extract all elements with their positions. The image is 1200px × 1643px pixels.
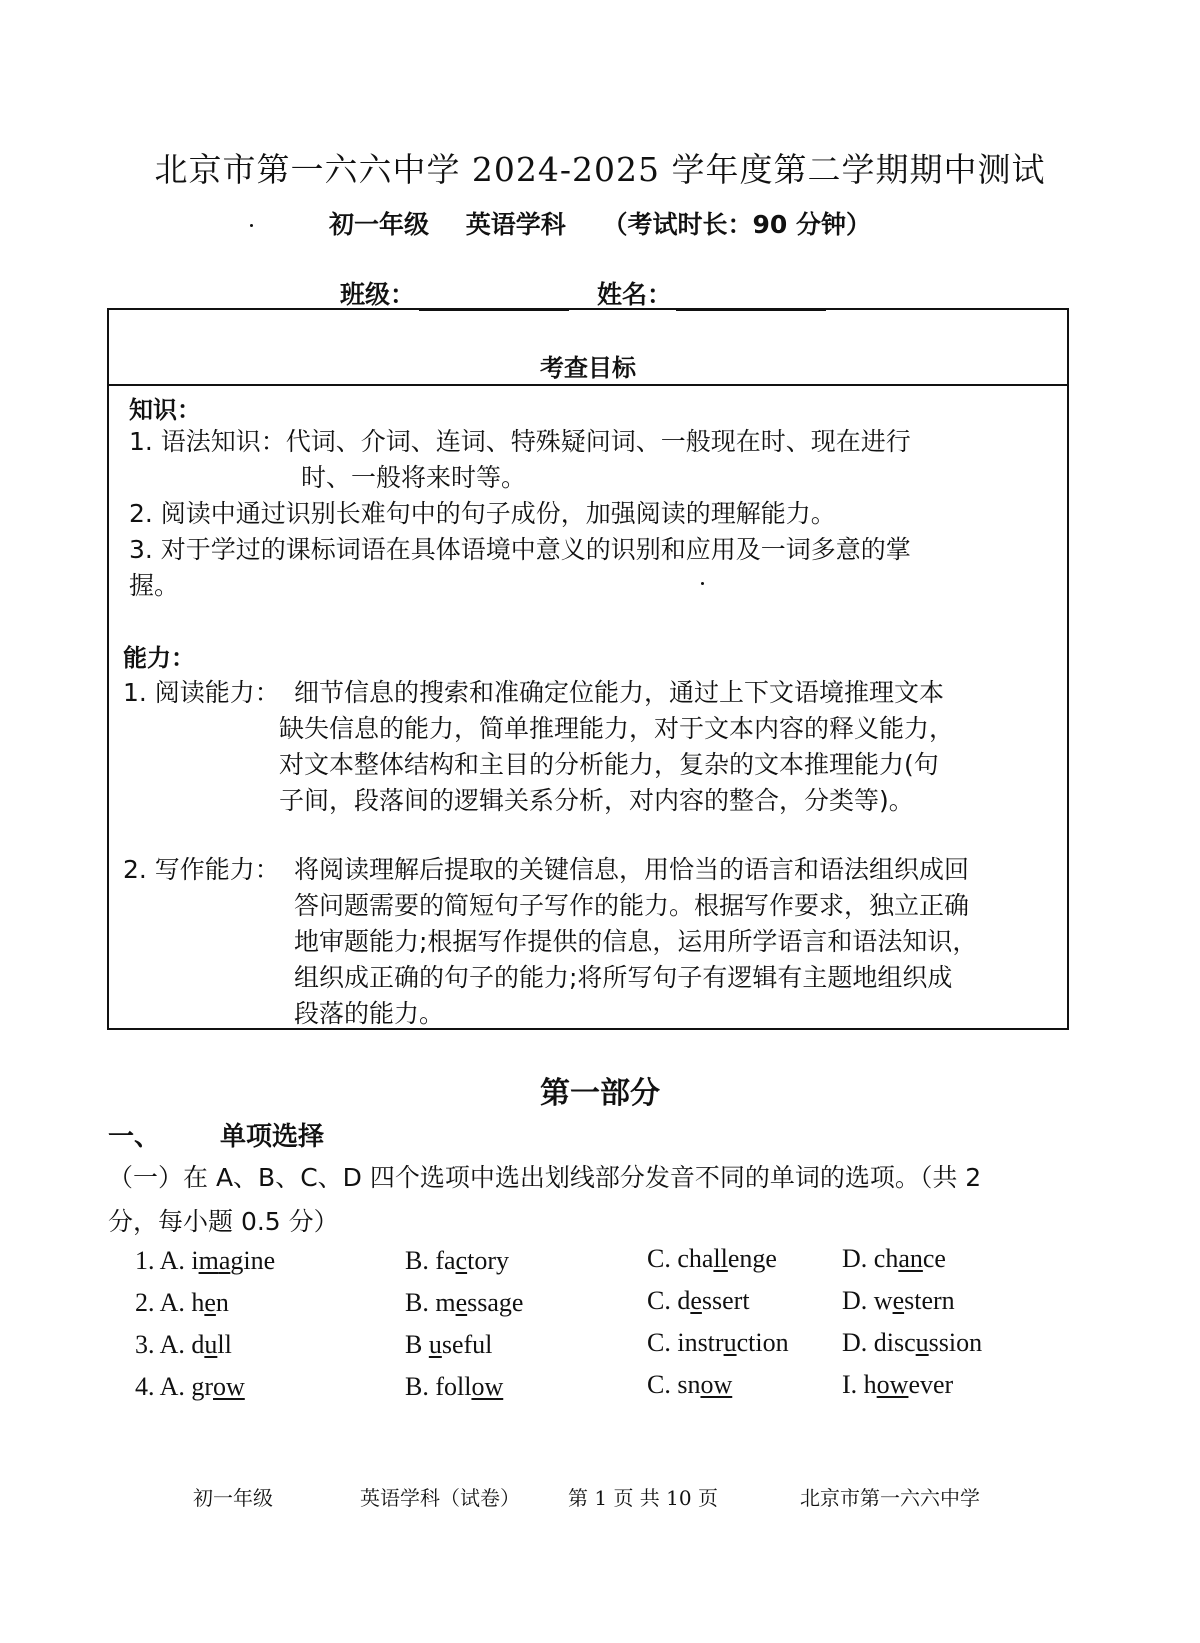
section-instruction: 分，每小题 0.5 分） [108, 1207, 339, 1236]
subject-label: 英语学科 [465, 210, 566, 239]
footer-page-number: 第 1 页 共 10 页 [568, 1486, 718, 1510]
q1-option-a: 1. A. imagine [135, 1246, 276, 1275]
q1-option-b: B. factory [405, 1246, 509, 1275]
section-title: 单项选择 [220, 1122, 325, 1152]
class-label: 班级： [340, 280, 416, 309]
knowledge-line: 2. 阅读中通过识别长难句中的句子成份，加强阅读的理解能力。 [129, 499, 836, 528]
knowledge-line: 时、一般将来时等。 [301, 463, 527, 492]
knowledge-line: 握。 [129, 571, 180, 600]
section-number: 一、 [108, 1122, 161, 1152]
duration-label: （考试时长：90 分钟） [602, 210, 871, 239]
stray-mark [250, 224, 253, 227]
section-instruction: （一）在 A、B、C、D 四个选项中选出划线部分发音不同的单词的选项。（共 2 [108, 1163, 982, 1192]
reading-ability-label: 1. 阅读能力： [123, 678, 280, 707]
q3-option-c: C. instruction [647, 1328, 789, 1357]
q1-option-c: C. challenge [647, 1244, 777, 1273]
writing-ability-line: 将阅读理解后提取的关键信息，用恰当的语言和语法组织成回 [294, 855, 970, 884]
reading-ability-line: 缺失信息的能力，简单推理能力，对于文本内容的释义能力， [279, 714, 955, 743]
part-title: 第一部分 [540, 1076, 660, 1111]
q3-option-b: B useful [405, 1330, 493, 1359]
objectives-header [109, 310, 1067, 386]
section-heading [108, 1116, 324, 1153]
q2-option-a: 2. A. hen [135, 1288, 229, 1317]
writing-ability-label: 2. 写作能力： [123, 855, 280, 884]
exam-title: 北京市第一六六中学 2024-2025 学年度第二学期期中测试 [154, 150, 1046, 189]
q4-option-c: C. snow [647, 1370, 733, 1399]
q3-option-a: 3. A. dull [135, 1330, 232, 1359]
writing-ability-line: 组织成正确的句子的能力;将所写句子有逻辑有主题地组织成 [294, 963, 953, 992]
writing-ability-line: 地审题能力;根据写作提供的信息，运用所学语言和语法知识， [294, 927, 978, 956]
reading-ability-line: 细节信息的搜索和准确定位能力，通过上下文语境推理文本 [294, 678, 945, 707]
q4-option-d: I. however [842, 1370, 954, 1399]
writing-ability-line: 答问题需要的简短句子写作的能力。根据写作要求，独立正确 [294, 891, 970, 920]
q2-option-c: C. dessert [647, 1286, 750, 1315]
name-label: 姓名： [597, 280, 673, 309]
q4-option-a: 4. A. grow [135, 1372, 245, 1401]
knowledge-label: 知识： [129, 396, 201, 424]
q3-option-d: D. discussion [842, 1328, 983, 1357]
q4-option-b: B. follow [405, 1372, 504, 1401]
stray-mark [701, 582, 704, 585]
objectives-title: 考查目标 [540, 354, 636, 382]
knowledge-line: 1. 语法知识：代词、介词、连词、特殊疑问词、一般现在时、现在进行 [129, 427, 911, 456]
exam-subtitle [0, 205, 1200, 241]
q2-option-d: D. western [842, 1286, 955, 1315]
footer-school: 北京市第一六六中学 [800, 1486, 980, 1510]
ability-label: 能力： [123, 644, 195, 672]
q2-option-b: B. message [405, 1288, 524, 1317]
knowledge-line: 3. 对于学过的课标词语在具体语境中意义的识别和应用及一词多意的掌 [129, 535, 911, 564]
footer-grade: 初一年级 [193, 1486, 273, 1510]
writing-ability-line: 段落的能力。 [294, 999, 445, 1028]
q1-option-d: D. chance [842, 1244, 946, 1273]
grade-label: 初一年级 [329, 210, 430, 239]
student-info-line [340, 275, 854, 311]
reading-ability-line: 对文本整体结构和主目的分析能力，复杂的文本推理能力(句 [279, 750, 939, 779]
reading-ability-line: 子间，段落间的逻辑关系分析，对内容的整合，分类等)。 [279, 786, 914, 815]
objectives-box [107, 308, 1069, 1030]
footer-subject: 英语学科（试卷） [360, 1486, 520, 1510]
